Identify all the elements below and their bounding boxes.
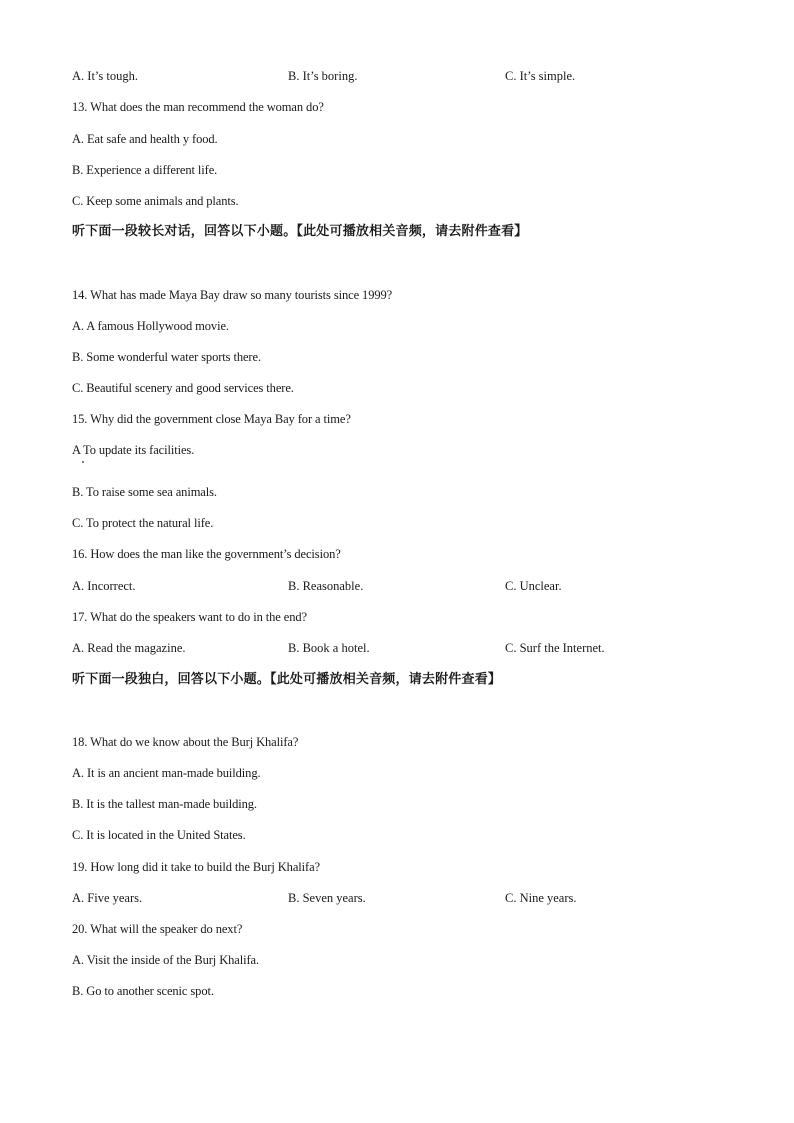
q19-option-a: A. Five years. xyxy=(72,891,143,905)
q20-option-b: B. Go to another scenic spot. xyxy=(72,984,214,998)
q16-options-row xyxy=(72,578,722,594)
question-15: 15. Why did the government close Maya Bay for a time? xyxy=(72,412,351,426)
q19-option-c: C. Nine years. xyxy=(505,891,577,905)
question-14: 14. What has made Maya Bay draw so many tourists since 1999? xyxy=(72,288,393,302)
q17-options-row xyxy=(72,640,722,656)
q16-option-c: C. Unclear. xyxy=(505,579,562,593)
q17-option-a: A. Read the magazine. xyxy=(72,641,186,655)
question-18: 18. What do we know about the Burj Khalifa? xyxy=(72,735,299,749)
q15-option-a: A To update its facilities. xyxy=(72,443,195,457)
question-17: 17. What do the speakers want to do in the end? xyxy=(72,610,307,624)
q14-option-c: C. Beautiful scenery and good services there. xyxy=(72,381,294,395)
question-19: 19. How long did it take to build the Burj Khalifa? xyxy=(72,860,320,874)
question-13: 13. What does the man recommend the woman do? xyxy=(72,100,324,114)
question-16: 16. How does the man like the government’s decision? xyxy=(72,547,341,561)
q17-option-b: B. Book a hotel. xyxy=(288,641,370,655)
q15-option-c: C. To protect the natural life. xyxy=(72,516,214,530)
q14-option-a: A. A famous Hollywood movie. xyxy=(72,319,229,333)
question-20: 20. What will the speaker do next? xyxy=(72,922,243,936)
q17-option-c: C. Surf the Internet. xyxy=(505,641,605,655)
q13-option-a: A. Eat safe and health y food. xyxy=(72,132,218,146)
q18-option-a: A. It is an ancient man-made building. xyxy=(72,766,261,780)
stray-dot xyxy=(82,461,84,463)
q12-option-a: A. It’s tough. xyxy=(72,69,138,83)
q14-option-b: B. Some wonderful water sports there. xyxy=(72,350,261,364)
q12-option-c: C. It’s simple. xyxy=(505,69,576,83)
q20-option-a: A. Visit the inside of the Burj Khalifa. xyxy=(72,953,260,967)
instruction-dialogue: 听下面一段较长对话，回答以下小题。【此处可播放相关音频，请去附件查看】 xyxy=(72,224,528,239)
q12-option-b: B. It’s boring. xyxy=(288,69,358,83)
q18-option-b: B. It is the tallest man-made building. xyxy=(72,797,257,811)
instruction-monologue: 听下面一段独白，回答以下小题。【此处可播放相关音频，请去附件查看】 xyxy=(72,672,502,687)
q19-option-b: B. Seven years. xyxy=(288,891,366,905)
q16-option-b: B. Reasonable. xyxy=(288,579,364,593)
q16-option-a: A. Incorrect. xyxy=(72,579,136,593)
q13-option-c: C. Keep some animals and plants. xyxy=(72,194,239,208)
q13-option-b: B. Experience a different life. xyxy=(72,163,218,177)
q15-option-b: B. To raise some sea animals. xyxy=(72,485,217,499)
q19-options-row xyxy=(72,890,722,906)
q12-options-row xyxy=(72,68,722,84)
q18-option-c: C. It is located in the United States. xyxy=(72,828,246,842)
